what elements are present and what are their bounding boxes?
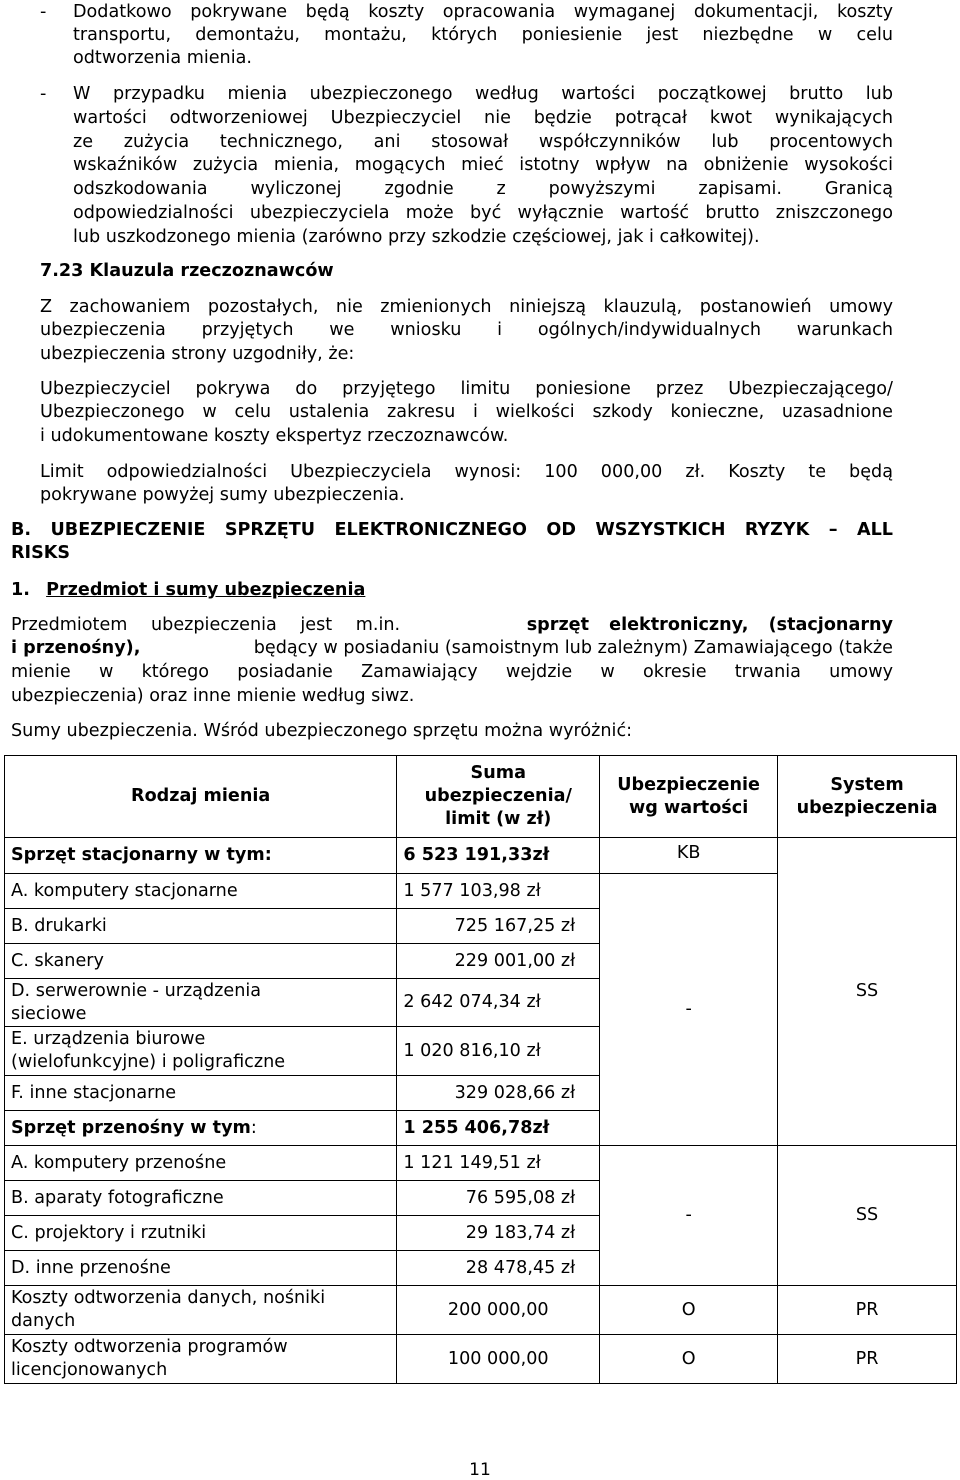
- row-value: KB: [600, 838, 778, 874]
- row-system: SS: [778, 1146, 957, 1286]
- text-line: W przypadku mienia ubezpieczonego według wartości początkowej brutto lub: [73, 84, 893, 104]
- row-label: Sprzęt stacjonarny w tym:: [5, 838, 397, 874]
- bullet-dash: -: [40, 84, 47, 104]
- text-line: [11, 613, 893, 637]
- row-sum: 725 167,25 zł: [397, 909, 600, 944]
- section-b-heading-2: RISKS: [11, 543, 71, 563]
- text-line: mienie w którego posiadanie Zamawiający wejdzie w okresie trwania umowy: [11, 662, 893, 682]
- row-sum: 229 001,00 zł: [397, 944, 600, 979]
- bullet-dash: -: [40, 2, 47, 22]
- subsection-title: [11, 578, 365, 602]
- row-sum: 100 000,00: [397, 1335, 600, 1384]
- row-label: E. urządzenia biurowe (wielofunkcyjne) i poligraficzne: [5, 1027, 397, 1076]
- table-row: [5, 1286, 957, 1335]
- row-sum: 1 255 406,78zł: [397, 1111, 600, 1146]
- row-label: B. drukarki: [5, 909, 397, 944]
- row-sum: 1 020 816,10 zł: [397, 1027, 600, 1076]
- text-line: ubezpieczenia) oraz inne mienie według siwz.: [11, 686, 415, 706]
- table-row: [5, 1146, 957, 1181]
- row-value: O: [600, 1335, 778, 1384]
- row-sum: 1 577 103,98 zł: [397, 874, 600, 909]
- row-system: PR: [778, 1286, 957, 1335]
- row-label: Koszty odtworzenia programów licencjonowanych: [5, 1335, 397, 1384]
- header-cell: Rodzaj mienia: [5, 756, 397, 838]
- row-label: Koszty odtworzenia danych, nośniki danych: [5, 1286, 397, 1335]
- text-line: Dodatkowo pokrywane będą koszty opracowania wymaganej dokumentacji, koszty: [73, 2, 893, 22]
- text-line: odszkodowania wyliczonej zgodnie z powyższymi zapisami. Granicą: [73, 179, 893, 199]
- text-line: ubezpieczenia strony uzgodniły, że:: [40, 344, 355, 364]
- row-label: A. komputery stacjonarne: [5, 874, 397, 909]
- row-system: PR: [778, 1335, 957, 1384]
- row-value: O: [600, 1286, 778, 1335]
- row-label: B. aparaty fotograficzne: [5, 1181, 397, 1216]
- bold-text: i przenośny),: [11, 638, 141, 658]
- subsection-number: 1.: [11, 580, 30, 600]
- header-cell: Ubezpieczenie wg wartości: [600, 756, 778, 838]
- text-line: Sumy ubezpieczenia. Wśród ubezpieczonego sprzętu można wyróżnić:: [11, 721, 633, 741]
- row-value: -: [600, 1146, 778, 1286]
- row-sum: 29 183,74 zł: [397, 1216, 600, 1251]
- text-line: ubezpieczenia przyjętych we wniosku i ogólnych/indywidualnych warunkach: [40, 320, 893, 340]
- subsection-label: Przedmiot i sumy ubezpieczenia: [46, 580, 366, 600]
- row-sum: 28 478,45 zł: [397, 1251, 600, 1286]
- text-line: Z zachowaniem pozostałych, nie zmienionych niniejszą klauzulą, postanowień umowy: [40, 297, 893, 317]
- text-line: wskaźników zużycia mienia, mogących mieć istotny wpływ na obniżenie wysokości: [73, 155, 893, 175]
- text-line: odtworzenia mienia.: [73, 48, 252, 68]
- row-sum: 1 121 149,51 zł: [397, 1146, 600, 1181]
- text-line: i udokumentowane koszty ekspertyz rzeczoznawców.: [40, 426, 509, 446]
- row-label: D. serwerownie - urządzenia sieciowe: [5, 979, 397, 1027]
- table-row: [5, 1335, 957, 1384]
- row-sum: 76 595,08 zł: [397, 1181, 600, 1216]
- insurance-table: [4, 755, 957, 1384]
- section-b-heading: B. UBEZPIECZENIE SPRZĘTU ELEKTRONICZNEGO OD WSZYSTKICH RYZYK – ALL: [11, 520, 893, 540]
- text-line: Ubezpieczyciel pokrywa do przyjętego limitu poniesione przez Ubezpieczającego/: [40, 379, 893, 399]
- table-header-row: [5, 756, 957, 838]
- text-line: odpowiedzialności ubezpieczyciela może być wyłącznie wartość brutto zniszczonego: [73, 203, 893, 223]
- section-heading: 7.23 Klauzula rzeczoznawców: [40, 261, 334, 281]
- row-sum: 329 028,66 zł: [397, 1076, 600, 1111]
- header-cell: System ubezpieczenia: [778, 756, 957, 838]
- text-line: Limit odpowiedzialności Ubezpieczyciela wynosi: 100 000,00 zł. Koszty te będą: [40, 462, 893, 482]
- text-line: [11, 636, 893, 660]
- text-line: Ubezpieczonego w celu ustalenia zakresu i wielkości szkody konieczne, uzasadnione: [40, 402, 893, 422]
- row-label: D. inne przenośne: [5, 1251, 397, 1286]
- text-line: ze zużycia technicznego, ani stosował współczynników lub procentowych: [73, 132, 893, 152]
- row-label: A. komputery przenośne: [5, 1146, 397, 1181]
- row-sum: 2 642 074,34 zł: [397, 979, 600, 1027]
- text-line: lub uszkodzonego mienia (zarówno przy szkodzie częściowej, jak i całkowitej).: [73, 227, 760, 247]
- table-row: [5, 838, 957, 874]
- row-sum: 6 523 191,33zł: [397, 838, 600, 874]
- row-system: SS: [778, 838, 957, 1146]
- page-number: 11: [469, 1460, 491, 1480]
- row-label: C. skanery: [5, 944, 397, 979]
- plain-text: Przedmiotem ubezpieczenia jest m.in.: [11, 615, 401, 635]
- row-label: C. projektory i rzutniki: [5, 1216, 397, 1251]
- plain-text: będący w posiadaniu (samoistnym lub zależnym) Zamawiającego (także: [253, 638, 893, 658]
- row-sum: 200 000,00: [397, 1286, 600, 1335]
- row-label: F. inne stacjonarne: [5, 1076, 397, 1111]
- row-label: Sprzęt przenośny w tym:: [5, 1111, 397, 1146]
- text-line: pokrywane powyżej sumy ubezpieczenia.: [40, 485, 405, 505]
- text-line: wartości odtworzeniowej Ubezpieczyciel nie będzie potrącał kwot wynikających: [73, 108, 893, 128]
- header-cell: Suma ubezpieczenia/ limit (w zł): [397, 756, 600, 838]
- text-line: transportu, demontażu, montażu, których poniesienie jest niezbędne w celu: [73, 25, 893, 45]
- bold-text: sprzęt elektroniczny, (stacjonarny: [526, 615, 893, 635]
- row-value: -: [600, 874, 778, 1146]
